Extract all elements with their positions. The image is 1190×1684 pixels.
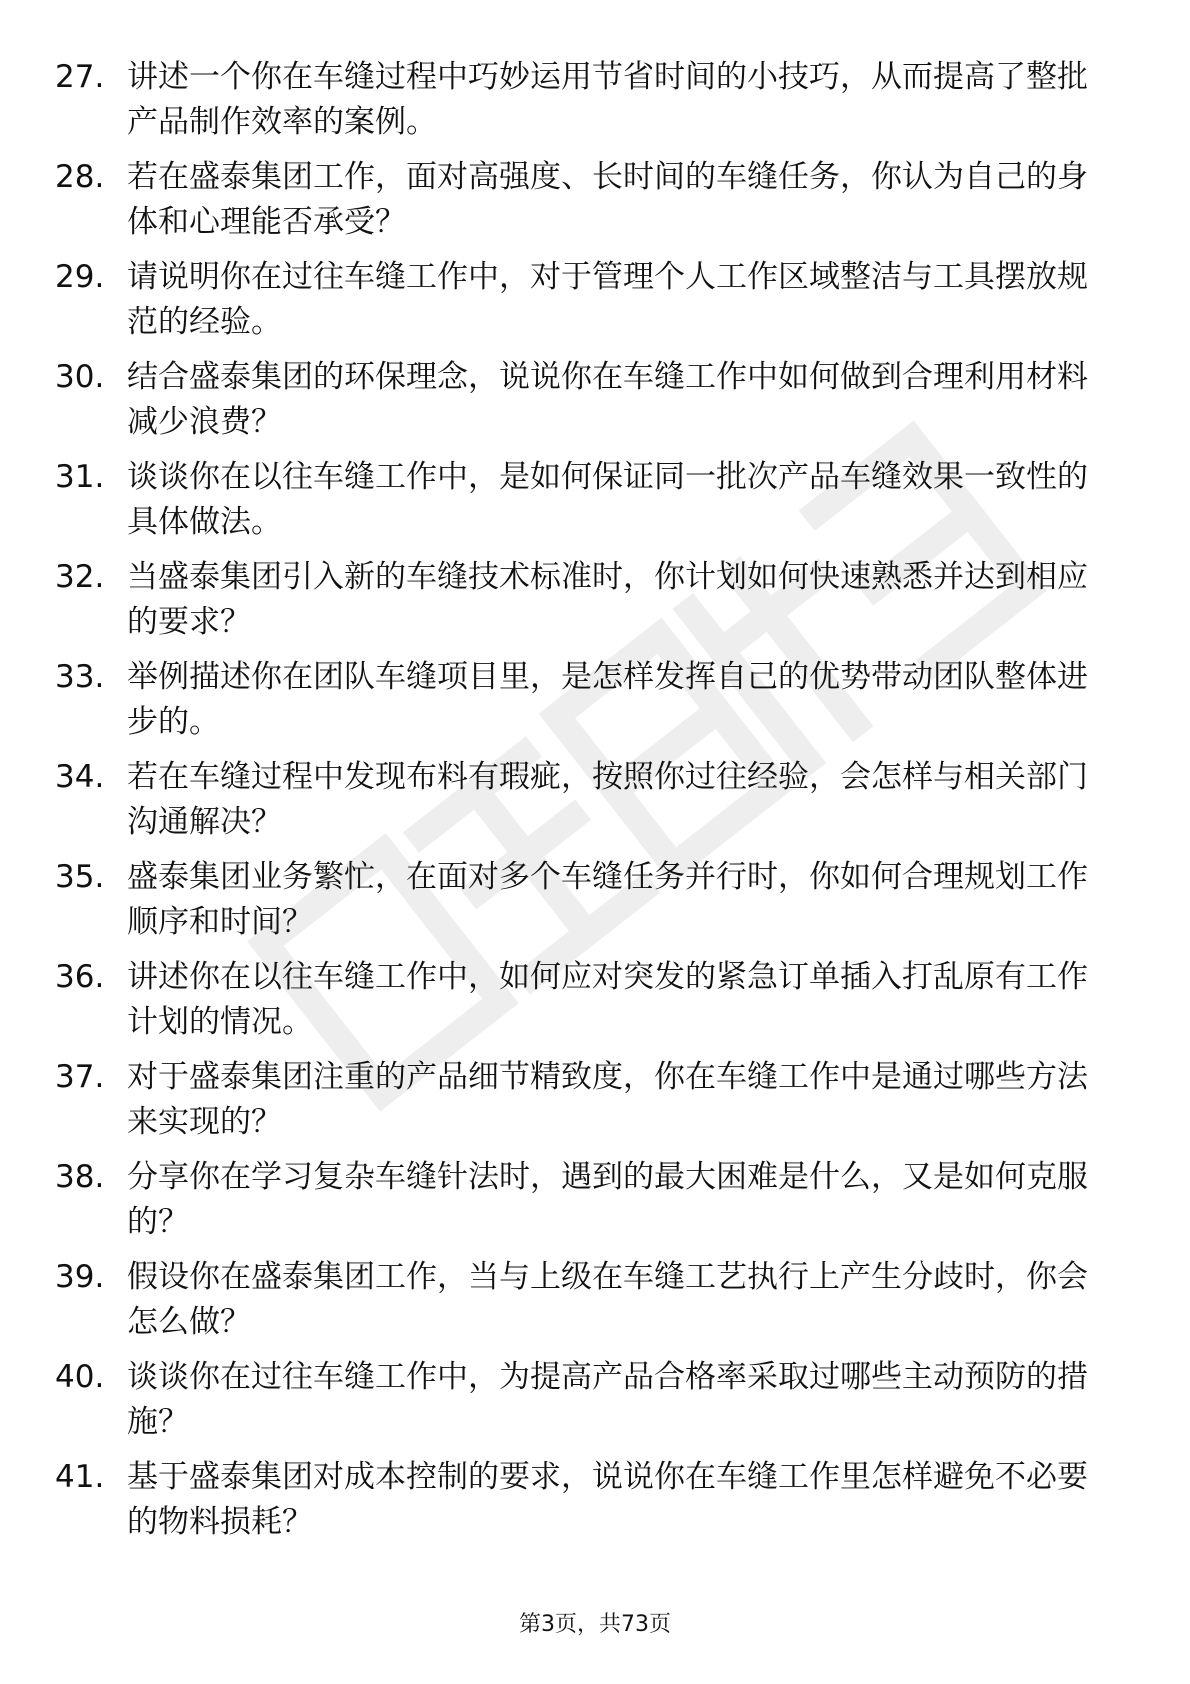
- question-number: 38.: [55, 1159, 105, 1195]
- question-item: [55, 355, 1115, 455]
- question-item: [55, 155, 1115, 255]
- question-text: 举例描述你在团队车缝项目里，是怎样发挥自己的优势带动团队整体进步的。: [127, 659, 1088, 740]
- question-text: 假设你在盛泰集团工作，当与上级在车缝工艺执行上产生分歧时，你会怎么做？: [127, 1259, 1088, 1340]
- question-item: [55, 1455, 1115, 1555]
- question-number: 27.: [55, 59, 105, 95]
- question-text: 基于盛泰集团对成本控制的要求，说说你在车缝工作里怎样避免不必要的物料损耗？: [127, 1459, 1088, 1540]
- question-item: [55, 655, 1115, 755]
- question-number: 34.: [55, 759, 105, 795]
- question-number: 39.: [55, 1259, 105, 1295]
- question-item: [55, 955, 1115, 1055]
- question-number: 28.: [55, 159, 105, 195]
- question-item: [55, 1355, 1115, 1455]
- page-number-footer: 第3页，共73页: [519, 1612, 671, 1637]
- question-number: 40.: [55, 1359, 105, 1395]
- question-item: [55, 55, 1115, 155]
- question-text: 分享你在学习复杂车缝针法时，遇到的最大困难是什么，又是如何克服的？: [127, 1159, 1088, 1240]
- question-text: 盛泰集团业务繁忙，在面对多个车缝任务并行时，你如何合理规划工作顺序和时间？: [127, 859, 1088, 940]
- question-item: [55, 1255, 1115, 1355]
- question-item: [55, 855, 1115, 955]
- question-item: [55, 255, 1115, 355]
- question-text: 讲述你在以往车缝工作中，如何应对突发的紧急订单插入打乱原有工作计划的情况。: [127, 959, 1088, 1040]
- question-list: [55, 55, 1115, 1555]
- question-text: 对于盛泰集团注重的产品细节精致度，你在车缝工作中是通过哪些方法来实现的？: [127, 1059, 1088, 1140]
- question-text: 当盛泰集团引入新的车缝技术标准时，你计划如何快速熟悉并达到相应的要求？: [127, 559, 1088, 640]
- question-text: 谈谈你在过往车缝工作中，为提高产品合格率采取过哪些主动预防的措施？: [127, 1359, 1088, 1440]
- question-number: 33.: [55, 659, 105, 695]
- question-item: [55, 755, 1115, 855]
- question-item: [55, 1055, 1115, 1155]
- question-text: 结合盛泰集团的环保理念，说说你在车缝工作中如何做到合理利用材料减少浪费？: [127, 359, 1088, 440]
- question-number: 31.: [55, 459, 105, 495]
- question-text: 请说明你在过往车缝工作中，对于管理个人工作区域整洁与工具摆放规范的经验。: [127, 259, 1088, 340]
- question-number: 32.: [55, 559, 105, 595]
- question-number: 37.: [55, 1059, 105, 1095]
- question-item: [55, 1155, 1115, 1255]
- question-number: 29.: [55, 259, 105, 295]
- question-text: 讲述一个你在车缝过程中巧妙运用节省时间的小技巧，从而提高了整批产品制作效率的案例。: [127, 59, 1088, 140]
- question-number: 41.: [55, 1459, 105, 1495]
- question-text: 若在车缝过程中发现布料有瑕疵，按照你过往经验，会怎样与相关部门沟通解决？: [127, 759, 1088, 840]
- question-number: 36.: [55, 959, 105, 995]
- question-text: 谈谈你在以往车缝工作中，是如何保证同一批次产品车缝效果一致性的具体做法。: [127, 459, 1088, 540]
- question-item: [55, 555, 1115, 655]
- question-number: 35.: [55, 859, 105, 895]
- question-number: 30.: [55, 359, 105, 395]
- question-text: 若在盛泰集团工作，面对高强度、长时间的车缝任务，你认为自己的身体和心理能否承受？: [127, 159, 1088, 240]
- question-item: [55, 455, 1115, 555]
